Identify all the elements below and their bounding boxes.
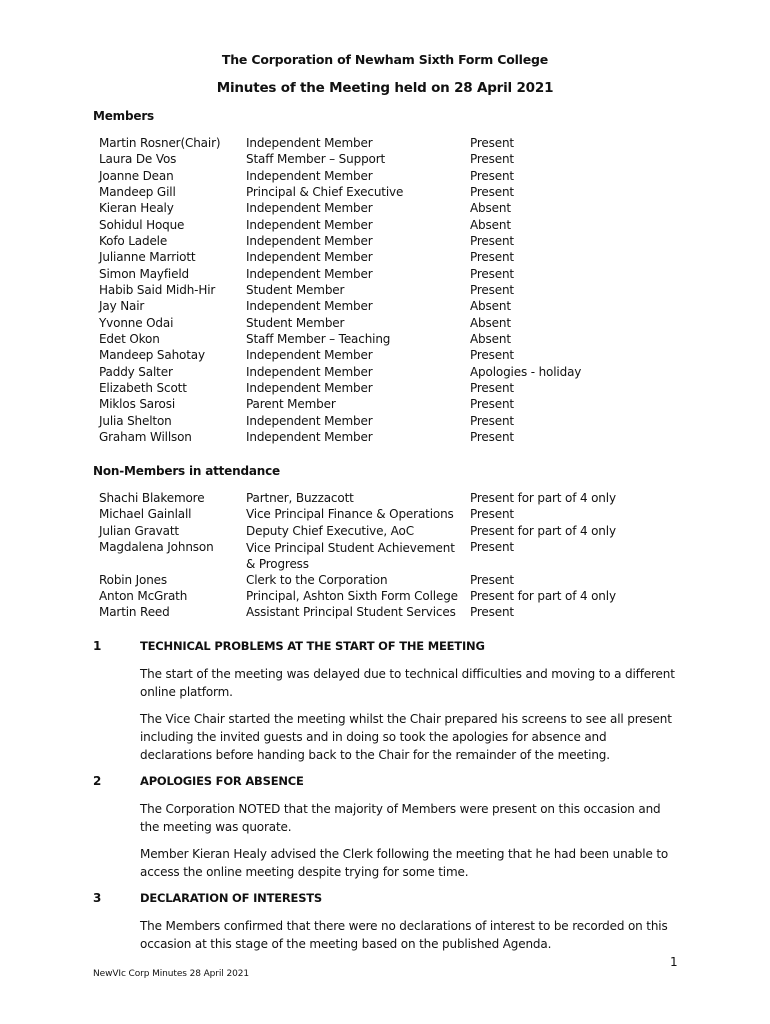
attendance-status: Present	[470, 233, 514, 248]
person-name: Julia Shelton	[99, 413, 172, 428]
person-name: Paddy Salter	[99, 364, 173, 379]
person-name: Miklos Sarosi	[99, 397, 175, 412]
person-role: Principal & Chief Executive	[246, 184, 404, 199]
person-name: Simon Mayfield	[99, 266, 190, 281]
attendance-status: Apologies - holiday	[470, 364, 582, 379]
person-role: Independent Member	[246, 217, 373, 232]
person-role: Independent Member	[246, 364, 373, 379]
person-name: Laura De Vos	[99, 152, 177, 167]
attendance-status: Absent	[470, 299, 511, 314]
attendance-status: Present	[470, 397, 514, 412]
person-name: Mandeep Sahotay	[99, 348, 205, 363]
footer-text: NewVIc Corp Minutes 28 April 2021	[93, 969, 249, 979]
minutes-title: Minutes of the Meeting held on 28 April 2021	[216, 80, 554, 96]
attendance-status: Present	[470, 136, 514, 150]
person-role: Parent Member	[246, 397, 336, 412]
organisation-title: The Corporation of Newham Sixth Form College	[221, 52, 549, 67]
attendance-status: Absent	[470, 315, 511, 330]
person-name: Martin Rosner(Chair)	[99, 136, 221, 150]
person-role: Independent Member	[246, 136, 373, 150]
person-name: Graham Willson	[99, 429, 192, 444]
attendance-status: Present	[470, 184, 514, 199]
attendance-status: Present	[470, 348, 514, 363]
person-role: Partner, Buzzacott	[246, 491, 354, 505]
page-number: 1	[670, 955, 678, 969]
person-name: Elizabeth Scott	[99, 380, 187, 395]
person-role: Independent Member	[246, 168, 373, 183]
attendance-status: Present	[470, 152, 514, 167]
person-role: Independent Member	[246, 348, 373, 363]
person-role: Staff Member – Support	[246, 152, 386, 167]
item-number: 1	[93, 639, 102, 653]
person-name: Martin Reed	[99, 605, 170, 620]
paragraph: The start of the meeting was delayed due to technical difficulties and moving to a different online platform.	[140, 667, 675, 699]
attendance-status: Absent	[470, 201, 511, 216]
members-heading: Members	[93, 109, 154, 123]
item-heading: APOLOGIES FOR ABSENCE	[140, 774, 304, 788]
paragraph: The Members confirmed that there were no declarations of interest to be recorded on this occasion at this stage of the meeting based on the published Agenda.	[140, 919, 668, 951]
person-role: Vice Principal Student Achievement & Progress	[246, 540, 455, 572]
attendance-status: Present	[470, 413, 514, 428]
person-role: Independent Member	[246, 266, 373, 281]
attendance-status: Present	[470, 266, 514, 281]
person-name: Jay Nair	[99, 299, 145, 314]
attendance-status: Present	[470, 605, 514, 620]
person-name: Robin Jones	[99, 572, 167, 587]
paragraph: Member Kieran Healy advised the Clerk following the meeting that he had been unable to access the online meeting despite trying for some time.	[140, 847, 669, 879]
item-number: 2	[93, 774, 102, 788]
person-role: Independent Member	[246, 429, 373, 444]
attendance-status: Present	[470, 282, 514, 297]
person-role: Vice Principal Finance & Operations	[246, 507, 454, 522]
person-name: Julian Gravatt	[99, 523, 179, 538]
person-name: Michael Gainlall	[99, 507, 192, 522]
item-heading: DECLARATION OF INTERESTS	[140, 891, 323, 905]
person-role: Independent Member	[246, 299, 373, 314]
person-role: Deputy Chief Executive, AoC	[246, 523, 414, 538]
person-role: Assistant Principal Student Services	[246, 605, 456, 620]
attendance-status: Present	[470, 250, 514, 265]
item-heading: TECHNICAL PROBLEMS AT THE START OF THE MEETING	[140, 639, 485, 653]
person-role: Staff Member – Teaching	[246, 331, 391, 346]
attendance-status: Present	[470, 539, 514, 554]
attendance-status: Present for part of 4 only	[470, 523, 616, 538]
non-members-heading: Non-Members in attendance	[93, 464, 280, 478]
person-name: Shachi Blakemore	[99, 491, 205, 505]
person-name: Kofo Ladele	[99, 233, 168, 248]
person-role: Independent Member	[246, 380, 373, 395]
paragraph: The Vice Chair started the meeting whilst the Chair prepared his screens to see all present including the invited guests and in doing so took the apologies for absence and declarations before handing back to the Chair for the remainder of the meeting.	[140, 712, 672, 762]
person-name: Joanne Dean	[99, 168, 174, 183]
person-role: Independent Member	[246, 233, 373, 248]
attendance-status: Present for part of 4 only	[470, 588, 616, 603]
person-role: Student Member	[246, 315, 345, 330]
attendance-status: Present	[470, 380, 514, 395]
attendance-status: Present	[470, 572, 514, 587]
person-role: Independent Member	[246, 250, 373, 265]
person-name: Anton McGrath	[99, 588, 188, 603]
person-name: Edet Okon	[99, 331, 160, 346]
person-name: Mandeep Gill	[99, 184, 176, 199]
person-name: Julianne Marriott	[99, 250, 196, 265]
attendance-status: Present	[470, 168, 514, 183]
paragraph: The Corporation NOTED that the majority of Members were present on this occasion and the meeting was quorate.	[140, 802, 661, 834]
person-role: Student Member	[246, 282, 345, 297]
person-role: Independent Member	[246, 413, 373, 428]
person-name: Habib Said Midh-Hir	[99, 282, 216, 297]
person-role: Clerk to the Corporation	[246, 572, 388, 587]
person-name: Yvonne Odai	[99, 315, 174, 330]
person-role: Principal, Ashton Sixth Form College	[246, 588, 458, 603]
attendance-status: Present	[470, 429, 514, 444]
attendance-status: Present	[470, 507, 514, 522]
person-name: Magdalena Johnson	[99, 539, 214, 554]
attendance-status: Absent	[470, 217, 511, 232]
item-number: 3	[93, 891, 102, 905]
person-name: Sohidul Hoque	[99, 217, 185, 232]
person-role: Independent Member	[246, 201, 373, 216]
attendance-status: Absent	[470, 331, 511, 346]
person-name: Kieran Healy	[99, 201, 174, 216]
attendance-status: Present for part of 4 only	[470, 491, 616, 505]
